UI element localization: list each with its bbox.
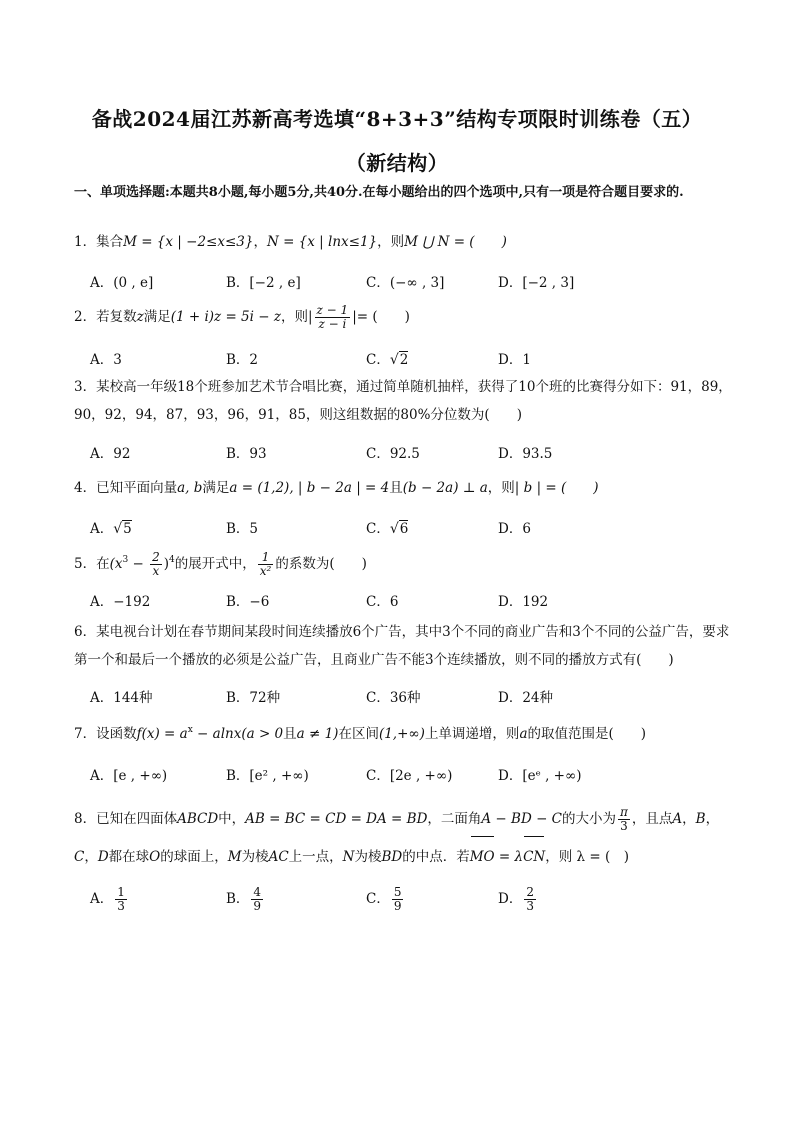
question-text: ， (84, 849, 98, 865)
exam-title: 备战2024届江苏新高考选填“8+3+3”结构专项限时训练卷（五） (91, 107, 703, 131)
fraction (258, 551, 274, 578)
fraction-denominator: x² (259, 564, 272, 578)
option-b[interactable]: B．72种 (226, 690, 281, 706)
question-text: 的大小为 (562, 811, 617, 827)
exam-subtitle: （新结构） (345, 151, 449, 175)
question-text: 的系数为( ) (275, 556, 367, 572)
question-text: 在 (96, 556, 110, 572)
question-4-options (90, 517, 730, 541)
fraction (251, 886, 263, 913)
math-expression: B (695, 811, 706, 827)
math-expression: a, b (177, 480, 203, 496)
question-text: 且 (389, 480, 403, 496)
question-3-options (90, 442, 730, 466)
option-label: C． (366, 352, 390, 368)
option-b[interactable]: B．5 (226, 521, 259, 537)
sqrt-icon: √ (389, 352, 399, 368)
question-text: 满足 (143, 309, 171, 325)
vector-cn: CN (523, 838, 545, 876)
question-3 (74, 373, 736, 429)
question-text: 的展开式中， (174, 556, 256, 572)
math-operator: = λ (494, 849, 524, 865)
radicand: 5 (123, 521, 132, 537)
option-a[interactable]: A．[e , +∞) (90, 768, 168, 784)
fraction-numerator: π (620, 805, 628, 819)
exponent: x (187, 725, 193, 735)
vector-mo: MO (470, 838, 495, 876)
question-text: ， (682, 811, 696, 827)
question-text: 集合 (96, 234, 124, 250)
option-d[interactable] (498, 886, 538, 913)
math-expression: (b − 2a) ⊥ a (402, 480, 488, 496)
question-text: ，二面角 (427, 811, 482, 827)
question-2-options (90, 348, 730, 372)
fraction (115, 886, 127, 913)
question-text: 已知在四面体 (96, 811, 178, 827)
option-d[interactable]: D．[−2 , 3] (498, 275, 575, 291)
option-label: D． (498, 891, 523, 907)
option-d[interactable]: D．6 (498, 521, 531, 537)
question-number: 6． (74, 624, 97, 640)
math-expression: a (519, 726, 528, 742)
math-expression: a ≠ 1) (296, 726, 339, 742)
math-expression: M = {x | −2≤x≤3} (123, 234, 254, 250)
question-5-options (90, 590, 730, 614)
math-expression: O (149, 849, 161, 865)
sqrt-icon: √ (389, 521, 399, 537)
question-text: ，且点 (631, 811, 673, 827)
math-expression: AB = BC = CD = DA = BD (245, 811, 428, 827)
question-text: ，则 (487, 480, 515, 496)
radicand: 6 (399, 521, 409, 537)
fraction-denominator: 3 (526, 899, 534, 913)
option-a[interactable] (90, 517, 132, 537)
fraction (150, 551, 162, 578)
question-number: 4． (74, 480, 97, 496)
math-expression: (x (109, 556, 123, 572)
question-text: ，则| (280, 309, 313, 325)
option-c[interactable]: C．(−∞ , 3] (366, 275, 445, 291)
option-b[interactable]: B．[−2 , e] (226, 275, 301, 291)
fraction-numerator: 4 (253, 885, 262, 899)
question-text: 上一点， (288, 849, 343, 865)
option-label: C． (366, 891, 390, 907)
option-a[interactable] (90, 886, 129, 913)
sqrt-icon: √ (113, 521, 123, 537)
fraction (392, 886, 404, 913)
question-8-options (90, 886, 730, 922)
option-label: A． (90, 521, 114, 537)
question-text: 某电视台计划在春节期间某段时间连续播放6个广告，其中3个不同的商业广告和3个不同的公益广告，要求第一个和最后一个播放的必须是公益广告，且商业广告不能3个连续播放，则不同的播放方式有( ) (74, 624, 730, 668)
question-number: 1． (74, 234, 97, 250)
math-expression: (1 + i)z = 5i − z (170, 309, 281, 325)
question-text: ， (705, 811, 720, 827)
fraction (524, 886, 536, 913)
math-expression: ABCD (177, 811, 219, 827)
fraction-numerator: 2 (526, 885, 534, 899)
question-text: 都在球 (108, 849, 150, 865)
question-text: 某校高一年级18个班参加艺术节合唱比赛，通过简单随机抽样，获得了10个班的比赛得分如下：91，89，90，92，94，87，93，96，91，85，则这组数据的80%分位数为( ) (74, 379, 732, 423)
option-c[interactable]: C．92.5 (366, 446, 420, 462)
question-text: 在区间 (338, 726, 379, 742)
option-c[interactable]: C．6 (366, 594, 399, 610)
question-7-options (90, 764, 730, 788)
math-expression: A (672, 811, 683, 827)
option-c[interactable] (366, 517, 408, 537)
question-text: 且 (283, 726, 297, 742)
question-number: 7． (74, 726, 97, 742)
question-text: ，则 (377, 234, 405, 250)
math-expression: BD (381, 849, 403, 865)
radicand: 2 (399, 352, 409, 368)
fraction-numerator: 2 (152, 550, 160, 564)
fraction-denominator: 3 (620, 819, 628, 833)
question-7 (74, 716, 736, 748)
question-1-options (90, 271, 730, 295)
fraction (618, 806, 630, 833)
option-d[interactable]: D．[eᵉ , +∞) (498, 768, 582, 784)
question-text: 为棱 (241, 849, 269, 865)
math-expression: z (136, 309, 144, 325)
question-number: 5． (74, 556, 97, 572)
option-a[interactable]: A．(0 , e] (90, 275, 154, 291)
question-text: ， (253, 234, 267, 250)
math-expression: a = (1,2), | b − 2a | = 4 (229, 480, 390, 496)
math-expression: M ⋃ N = ( ) (404, 234, 507, 250)
question-text: ，则 λ = ( ) (545, 849, 630, 865)
option-c[interactable] (366, 886, 405, 913)
option-c[interactable]: C．[2e , +∞) (366, 768, 453, 784)
question-text: 满足 (202, 480, 230, 496)
question-1 (74, 228, 736, 256)
question-6 (74, 618, 736, 674)
question-text: 为棱 (354, 849, 382, 865)
option-c[interactable]: C．36种 (366, 690, 421, 706)
fraction-denominator: 9 (253, 899, 262, 913)
math-expression: N (342, 849, 355, 865)
question-text: 的取值范围是( ) (527, 726, 647, 742)
math-expression: N = {x | lnx≤1} (266, 234, 378, 250)
math-expression: − alnx(a > 0 (192, 726, 284, 742)
section-heading: 一、单项选择题:本题共8小题,每小题5分,共40分.在每小题给出的四个选项中,只有一项是符合题目要求的. (74, 185, 684, 200)
fraction-denominator: 3 (117, 899, 125, 913)
option-a[interactable]: A．−192 (90, 594, 151, 610)
option-d[interactable]: D．1 (498, 352, 531, 368)
question-number: 3． (74, 379, 97, 395)
option-a[interactable]: A．144种 (90, 690, 153, 706)
question-4 (74, 474, 736, 502)
option-b[interactable]: B．93 (226, 446, 267, 462)
fraction-numerator: 1 (258, 551, 274, 565)
question-text: 已知平面向量 (96, 480, 178, 496)
question-2 (74, 303, 736, 331)
fraction-denominator: x (152, 564, 160, 578)
option-b[interactable] (226, 886, 265, 913)
question-5 (74, 546, 736, 578)
fraction-numerator: 5 (393, 885, 402, 899)
math-operator: − (128, 556, 149, 572)
question-number: 2． (74, 309, 97, 325)
question-text: 上单调递增，则 (424, 726, 520, 742)
option-c[interactable] (366, 348, 408, 368)
option-b[interactable]: B．−6 (226, 594, 270, 610)
question-text: 若复数 (96, 309, 137, 325)
question-number: 8． (74, 811, 97, 827)
fraction (315, 304, 351, 331)
option-label: B． (226, 891, 250, 907)
fraction-numerator: z − 1 (316, 303, 349, 317)
math-expression: A − BD − C (481, 811, 563, 827)
fraction-denominator: z − i (318, 317, 347, 331)
question-text: 中， (218, 811, 246, 827)
fraction-numerator: 1 (117, 885, 125, 899)
option-a[interactable]: A．3 (90, 352, 122, 368)
math-expression: ) (163, 556, 170, 572)
option-label: A． (90, 891, 114, 907)
question-text: 设函数 (96, 726, 137, 742)
option-label: C． (366, 521, 390, 537)
question-text: 的球面上， (160, 849, 228, 865)
math-expression: M (227, 849, 242, 865)
question-6-options (90, 686, 730, 710)
math-expression: (1,+∞) (378, 726, 425, 742)
option-d[interactable]: D．24种 (498, 690, 554, 706)
math-expression: C (74, 849, 85, 865)
option-b[interactable]: B．[e² , +∞) (226, 768, 309, 784)
math-expression: | b | = ( ) (514, 480, 599, 496)
math-expression: f(x) = a (136, 726, 188, 742)
option-a[interactable]: A．92 (90, 446, 131, 462)
option-d[interactable]: D．192 (498, 594, 549, 610)
option-b[interactable]: B．2 (226, 352, 259, 368)
fraction-denominator: 9 (393, 899, 402, 913)
option-d[interactable]: D．93.5 (498, 446, 553, 462)
question-text: 的中点．若 (402, 849, 470, 865)
exponent: 3 (122, 555, 129, 565)
exponent: 4 (169, 555, 175, 565)
math-expression: AC (268, 849, 289, 865)
question-8 (74, 800, 736, 876)
question-text: |= ( ) (352, 309, 410, 325)
math-expression: D (97, 849, 109, 865)
